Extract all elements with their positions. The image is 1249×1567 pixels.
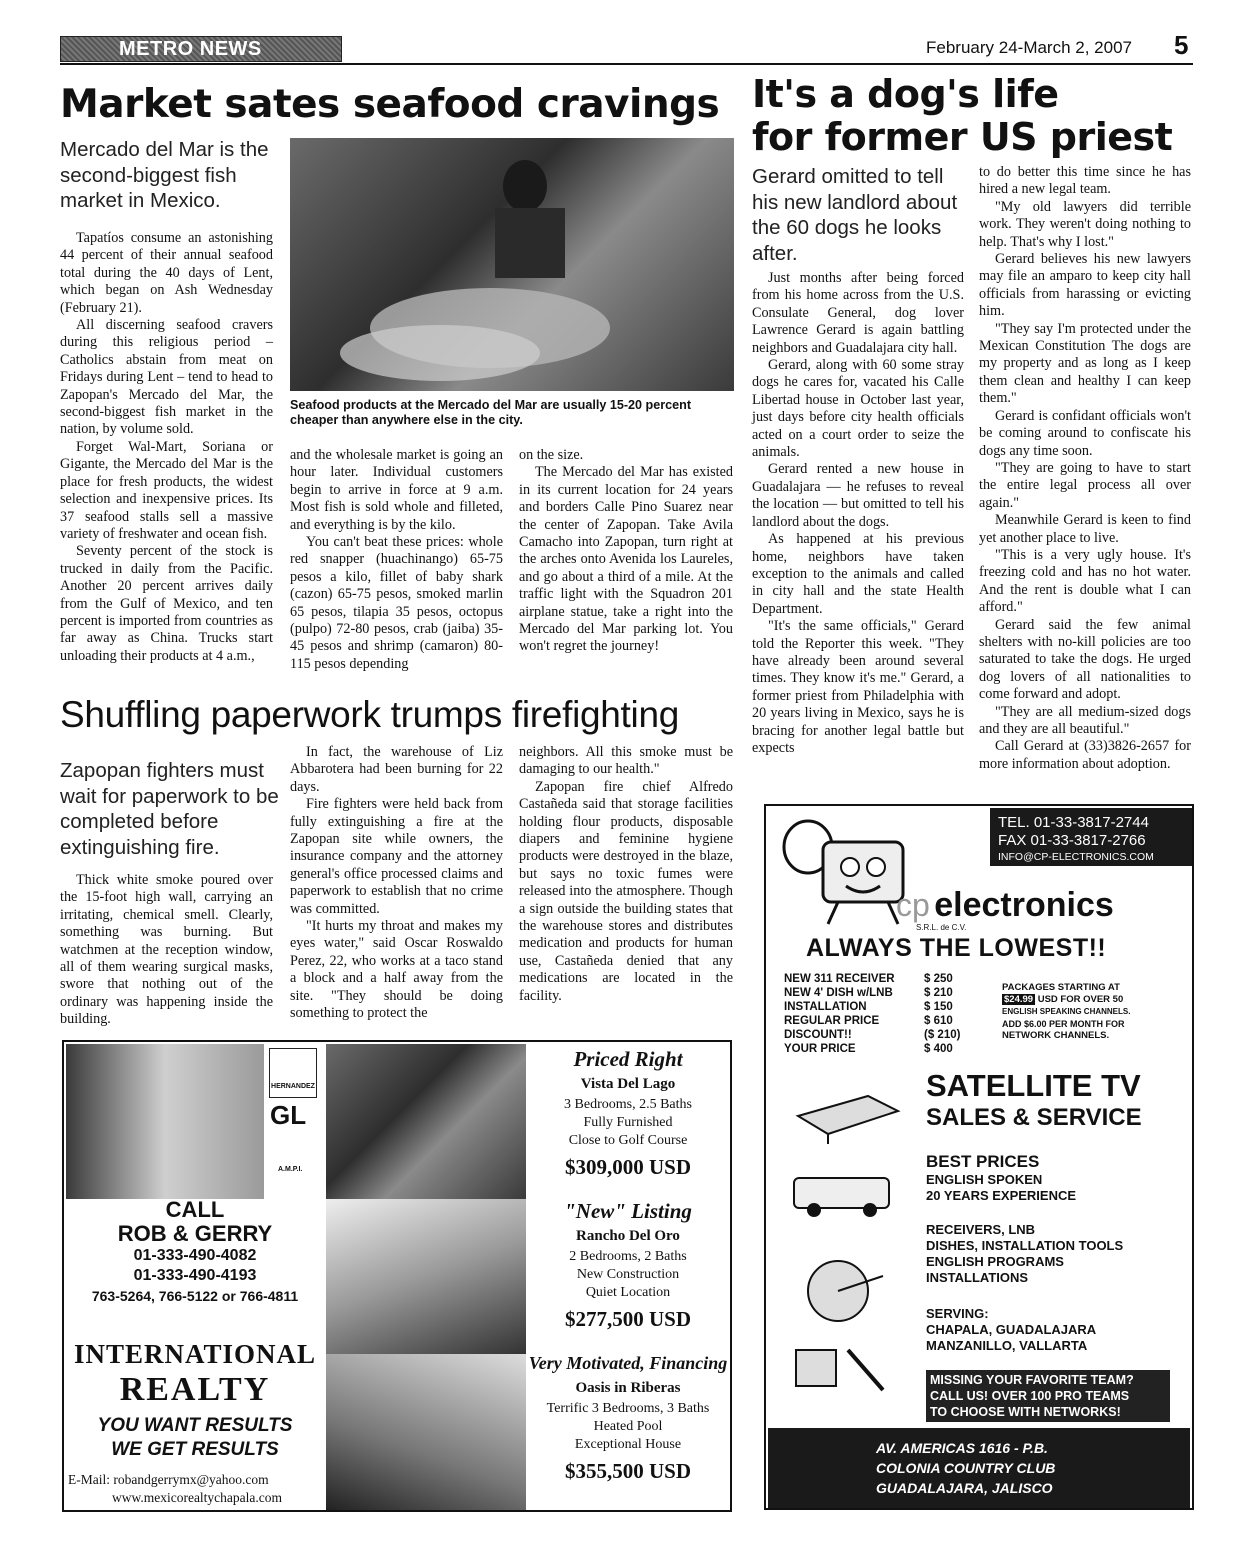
market-photo-caption: Seafood products at the Mercado del Mar are usually 15-20 percent cheaper than anywhere else in the city. <box>290 398 692 427</box>
paragraph: "My old lawyers did terrible work. They weren't doing nothing to help. That's why I lost." <box>979 198 1191 250</box>
dog-headline-line-2: for former US priest <box>752 115 1173 159</box>
listing-tag: "New" Listing <box>564 1199 692 1223</box>
price-row: DISCOUNT!! ($ 210) <box>784 1029 961 1041</box>
listing-tag: Priced Right <box>573 1047 683 1071</box>
cp-best: BEST PRICES ENGLISH SPOKEN 20 YEARS EXPERIENCE <box>926 1152 1077 1203</box>
fire-col-1 <box>60 872 273 1029</box>
paragraph: Zapopan fire chief Alfredo Castañeda said that storage facilities holding flour products, disposable diapers and feminine hygiene products were destroyed in the blaze, but says no toxic fumes were released into the atmosphere. Though a sign outside the building states that the warehouse stores and distributes medication and products for human use, Castañeda denied that any medications are located in the facility. <box>519 778 733 1004</box>
paragraph: neighbors. All this smoke must be damaging to our health." <box>519 744 733 778</box>
realty-email[interactable]: E-Mail: robandgerrymx@yahoo.com <box>68 1472 269 1487</box>
cp-electronics-ad <box>764 804 1194 1510</box>
paragraph: "This is a very ugly house. It's freezing cold and has no hot water. And the rent is double what I can afford." <box>979 546 1191 616</box>
listing-tag: Very Motivated, Financing <box>528 1353 728 1373</box>
cp-missing-box: MISSING YOUR FAVORITE TEAM? CALL US! OVER 100 PRO TEAMS TO CHOOSE WITH NETWORKS! <box>926 1370 1170 1422</box>
sat-line-2: SALES & SERVICE <box>926 1104 1142 1131</box>
listing-line: Close to Golf Course <box>568 1133 688 1148</box>
cp-slogan: ALWAYS THE LOWEST!! <box>806 934 1107 962</box>
paragraph: Gerard said the few animal shelters with no-kill policies are too saturated to take the dogs. He urged dog lovers of all nationalities to come forward and adopt. <box>979 616 1191 703</box>
cp-packages: PACKAGES STARTING AT $24.99 USD FOR OVER 50 ENGLISH SPEAKING CHANNELS. ADD $6.00 PER MONTH FOR NETWORK CHANNELS. <box>1002 982 1131 1041</box>
paragraph: All discerning seafood cravers during this religious period – Catholics abstain from meat on Fridays during Lent – tend to head to Zapopan's Mercado del Mar, the second-biggest fish market in the nation, by volume sold. <box>60 317 273 438</box>
realty-name-1: INTERNATIONAL <box>73 1339 317 1369</box>
listing-price: $277,500 USD <box>564 1307 691 1331</box>
cp-tel: TEL. 01-33-3817-2744 <box>998 814 1149 831</box>
agents-photo <box>66 1044 264 1199</box>
section-banner <box>60 36 342 62</box>
price-row: YOUR PRICE $ 400 <box>784 1043 953 1055</box>
satellite-dish-icon <box>788 1256 898 1326</box>
receiver-icon <box>788 1086 908 1146</box>
fire-deck: Zapopan fighters must wait for paperwork to be completed before extinguishing fire. <box>60 759 279 859</box>
fish-market-photo <box>290 138 734 391</box>
paragraph: Gerard, along with 60 some stray dogs he cares for, vacated his Calle Libertad house in October last year, just days before city health officials acted on a court order to seize the animals. <box>752 357 964 461</box>
market-col-2 <box>290 447 503 673</box>
paragraph: Just months after being forced from his home across from the U.S. Consulate General, dog lover Lawrence Gerard is again battling neighbors and Guadalajara city hall. <box>752 270 964 356</box>
phone-3: 763-5264, 766-5122 or 766-4811 <box>91 1288 299 1304</box>
fire-col-3 <box>519 744 733 1005</box>
cp-serving: SERVING: CHAPALA, GUADALAJARA MANZANILLO, VALLARTA <box>926 1306 1097 1353</box>
cp-brand <box>896 886 1114 925</box>
listing-line: 2 Bedrooms, 2 Baths <box>569 1249 687 1264</box>
paragraph: "They are all medium-sized dogs and they are all beautiful." <box>979 703 1191 737</box>
paragraph: and the wholesale market is going an hour later. Individual customers begin to arrive in force at 9 a.m. Most fish is sold whole and filleted, and everything is by the kilo. <box>290 447 503 533</box>
cp-price-list <box>784 972 994 1056</box>
listing-name: Vista Del Lago <box>580 1076 676 1092</box>
logo-ampi: A.M.P.I. <box>278 1166 303 1173</box>
price-row: INSTALLATION $ 150 <box>784 1001 953 1013</box>
paragraph: Meanwhile Gerard is keen to find yet another place to live. <box>979 512 1191 546</box>
cp-brand-sub: S.R.L. de C.V. <box>916 923 967 932</box>
price-row: REGULAR PRICE $ 610 <box>784 1015 953 1027</box>
listing-line: 3 Bedrooms, 2.5 Baths <box>564 1097 692 1112</box>
listing-line: Quiet Location <box>585 1285 671 1300</box>
listing-line: Exceptional House <box>574 1437 682 1452</box>
cp-services: RECEIVERS, LNB DISHES, INSTALLATION TOOLS ENGLISH PROGRAMS INSTALLATIONS <box>926 1222 1124 1285</box>
paragraph: Tapatíos consume an astonishing 44 percent of their annual seafood total during the 40 days of Lent, which began on Ash Wednesday (February 21). <box>60 230 273 316</box>
paragraph: "It hurts my throat and makes my eyes water," said Oscar Roswaldo Perez, 22, who works at a taco stand a block and a half away from the site. "They should be doing something to protect the <box>290 918 503 1022</box>
cp-contact-box <box>990 808 1192 866</box>
price-row: NEW 4' DISH w/LNB $ 210 <box>784 987 953 999</box>
section-title: METRO NEWS <box>119 38 262 60</box>
realty-name <box>64 1337 326 1409</box>
realty-website[interactable]: www.mexicorealtychapala.com <box>111 1490 283 1505</box>
dog-deck: Gerard omitted to tell his new landlord about the 60 dogs he looks after. <box>752 165 958 265</box>
fire-col-2 <box>290 744 503 1023</box>
realty-ad <box>62 1040 732 1512</box>
fire-headline: Shuffling paperwork trumps firefighting <box>60 694 679 735</box>
tools-icon <box>788 1340 898 1400</box>
paragraph: on the size. <box>519 447 584 463</box>
slogan-1: YOU WANT RESULTS <box>97 1415 293 1436</box>
listing-price: $309,000 USD <box>564 1155 691 1179</box>
realty-contact <box>64 1198 326 1306</box>
issue-date: February 24-March 2, 2007 <box>926 38 1132 57</box>
paragraph: In fact, the warehouse of Liz Abbarotera had been burning for 22 days. <box>290 744 503 795</box>
header-rule <box>60 63 1193 65</box>
cp-brand-name: electronics <box>934 886 1114 924</box>
paragraph: to do better this time since he has hired a new legal team. <box>979 164 1191 198</box>
paragraph: As happened at his previous home, neighbors have taken exception to the animals and called in city hall and the state Health Department. <box>752 531 964 617</box>
market-headline: Market sates seafood cravings <box>60 82 720 127</box>
cp-address-box: AV. AMERICAS 1616 - P.B. COLONIA COUNTRY CLUB GUADALAJARA, JALISCO <box>768 1428 1190 1508</box>
van-icon <box>788 1162 898 1222</box>
paragraph: "It's the same officials," Gerard told the Reporter this week. "They have already been around several times. They know it's me." Gerard, a former priest from Philadelphia with 20 years living in Mexico, says he is bracing for another legal battle but expects <box>752 618 964 756</box>
listing-price: $355,500 USD <box>564 1459 691 1483</box>
listing-name: Rancho Del Oro <box>576 1228 680 1244</box>
paragraph: "They say I'm protected under the Mexican Constitution The dogs are my property and as long as I keep them clean and healthy I can keep them." <box>979 320 1191 407</box>
call-label: CALL <box>165 1197 225 1222</box>
sat-line-1: SATELLITE TV <box>926 1068 1141 1103</box>
market-deck: Mercado del Mar is the second-biggest fish market in Mexico. <box>60 138 269 212</box>
house-photo-1 <box>326 1044 526 1199</box>
dog-col-2 <box>979 164 1191 773</box>
price-row: NEW 311 RECEIVER $ 250 <box>784 973 953 985</box>
paragraph: Seventy percent of the stock is trucked in daily from the Pacific. Another 20 percent arrives daily from the Gulf of Mexico, and ten percent is imported from countries as far away as China. Trucks start unloading their products at 4 a.m., <box>60 543 273 664</box>
logo-hernandez: HERNANDEZ <box>269 1048 317 1098</box>
satellite-title <box>926 1068 1142 1132</box>
listing-line: Heated Pool <box>593 1419 663 1434</box>
paragraph: You can't beat these prices: whole red snapper (huachinango) 65-75 pesos a kilo, fillet of baby shark (cazon) 65-75 pesos, smoked marlin 65 pesos, tilapia 35 pesos, octopus (pulpo) 72-80 pesos, crab (jaiba) 35-45 pesos and shrimp (camaron) 80-115 pesos depending <box>290 534 503 672</box>
page-number: 5 <box>1174 30 1189 60</box>
listing-line: Terrific 3 Bedrooms, 3 Baths <box>546 1401 710 1416</box>
phone-2: 01-333-490-4193 <box>133 1267 257 1284</box>
agent-names: ROB & GERRY <box>117 1221 273 1246</box>
paragraph: Fire fighters were held back from fully extinguishing a fire at the Zapopan site while owners, the insurance company and the attorney general's office processed claims and paperwork to establish that no crime was committed. <box>290 796 503 917</box>
listing-line: New Construction <box>576 1267 680 1282</box>
listing-3 <box>528 1350 728 1488</box>
paragraph: Gerard is confidant officials won't be coming around to confiscate his dogs any time soon. <box>979 407 1191 459</box>
paragraph: Gerard rented a new house in Guadalajara — he refuses to reveal the location — but omitted to tell his landlord about the dogs. <box>752 461 964 530</box>
paragraph: Thick white smoke poured over the 15-foot high wall, carrying an irritating, chemical smell. Clearly, something was burning. But watchmen at the reception window, all of them wearing surgical masks, swore that nothing out of the ordinary was happening inside the building. <box>60 872 273 1028</box>
dog-col-1 <box>752 270 964 757</box>
realty-name-2: REALTY <box>119 1371 271 1408</box>
dog-headline-line-1: It's a dog's life <box>752 72 1059 116</box>
listing-name: Oasis in Riberas <box>575 1380 681 1396</box>
paragraph: "They are going to have to start the entire legal process all over again." <box>979 459 1191 511</box>
cp-brand-prefix: cp <box>896 887 930 923</box>
paragraph: The Mercado del Mar has existed in its current location for 24 years and borders Calle Pino Suarez near the center of Zapopan. Take Avila Camacho into Zapopan, turn right at the arches onto Avenida los Laureles, and go about a third of a mile. At the traffic light with the Squadron 201 airplane statue, take a right into the Mercado del Mar parking lot. You won't regret the journey! <box>519 464 733 655</box>
paragraph: Forget Wal-Mart, Soriana or Gigante, the Mercado del Mar is the place for fresh products, the widest selection and inexpensive prices. Its 37 seafood stalls sell a massive variety of freshwater and ocean fish. <box>60 438 273 542</box>
realty-slogan <box>64 1414 326 1462</box>
cp-email: INFO@CP-ELECTRONICS.COM <box>998 851 1154 863</box>
paragraph: Gerard believes his new lawyers may file an amparo to keep city hall officials from harassing or evicting him. <box>979 251 1191 320</box>
logo-gl: GL <box>270 1100 307 1130</box>
phone-1: 01-333-490-4082 <box>133 1247 257 1264</box>
market-col-1 <box>60 230 273 665</box>
listing-line: Fully Furnished <box>583 1115 673 1130</box>
listing-2 <box>528 1198 728 1336</box>
cp-fax: FAX 01-33-3817-2766 <box>998 832 1146 849</box>
paragraph: Call Gerard at (33)3826-2657 for more information about adoption. <box>979 738 1191 772</box>
slogan-2: WE GET RESULTS <box>111 1439 279 1460</box>
market-col-3 <box>519 447 733 656</box>
listing-1 <box>528 1046 728 1184</box>
house-photo-3 <box>326 1354 526 1510</box>
house-photo-2 <box>326 1199 526 1354</box>
best-prices: BEST PRICES <box>926 1152 1040 1171</box>
